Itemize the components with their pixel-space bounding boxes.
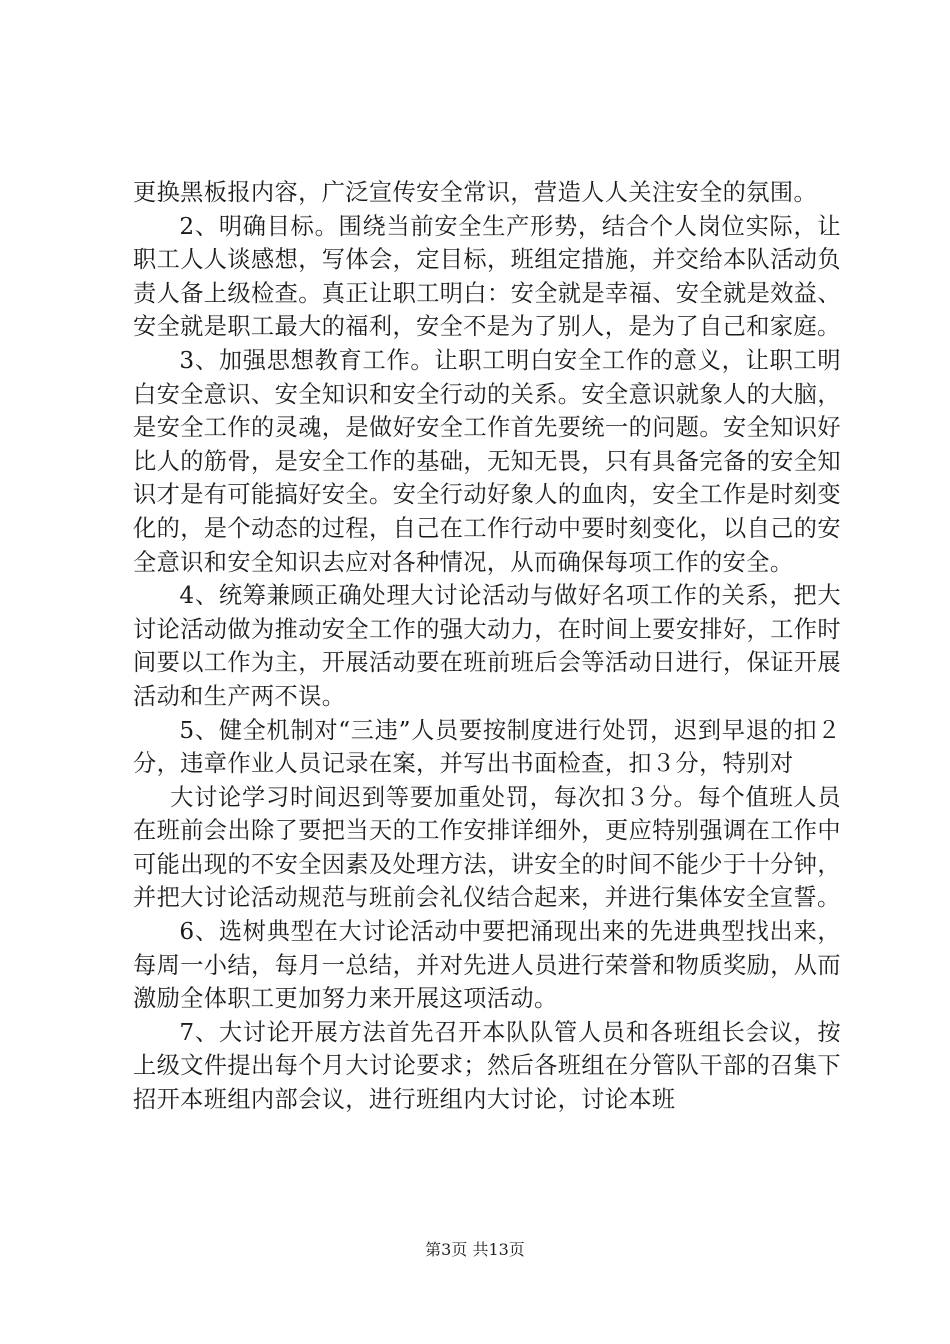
body-text xyxy=(133,176,841,1117)
paragraph-item-7: 7、大讨论开展方法首先召开本队队管人员和各班组长会议，按上级文件提出每个月大讨论要求；然后各班组在分管队干部的召集下招开本班组内部会议，进行班组内大讨论，讨论本班 xyxy=(133,1018,841,1114)
paragraph-continuation: 更换黑板报内容，广泛宣传安全常识，营造人人关注安全的氛围。 xyxy=(133,179,818,206)
paragraph-item-2: 2、明确目标。围绕当前安全生产形势，结合个人岗位实际，让职工人人谈感想，写体会，定目标，班组定措施，并交给本队活动负责人备上级检查。真正让职工明白：安全就是幸福、安全就是效益、安全就是职工最大的福利，安全不是为了别人，是为了自己和家庭。 xyxy=(133,212,841,341)
paragraph-item-3: 3、加强思想教育工作。让职工明白安全工作的意义，让职工明白安全意识、安全知识和安全行动的关系。安全意识就象人的大脑，是安全工作的灵魂，是做好安全工作首先要统一的问题。安全知识好比人的筋骨，是安全工作的基础，无知无畏，只有具备完备的安全知识才是有可能搞好安全。安全行动好象人的血肉，安全工作是时刻变化的，是个动态的过程，自己在工作行动中要时刻变化，以自己的安全意识和安全知识去应对各种情况，从而确保每项工作的安全。 xyxy=(133,346,841,576)
paragraph-item-5-continued: 大讨论学习时间迟到等要加重处罚，每次扣３分。每个值班人员在班前会出除了要把当天的工作安排详细外，更应特别强调在工作中可能出现的不安全因素及处理方法，讲安全的时间不能少于十分钟，并把大讨论活动规范与班前会礼仪结合起来，并进行集体安全宣誓。 xyxy=(133,783,841,912)
paragraph-item-4: 4、统筹兼顾正确处理大讨论活动与做好名项工作的关系，把大讨论活动做为推动安全工作的强大动力，在时间上要安排好，工作时间要以工作为主，开展活动要在班前班后会等活动日进行，保证开展活动和生产两不误。 xyxy=(133,582,841,710)
paragraph-item-5: 5、健全机制对“三违”人员要按制度进行处罚，迟到早退的扣２分，违章作业人员记录在案，并写出书面检查，扣３分，特别对 xyxy=(133,716,841,778)
paragraph-item-6: 6、选树典型在大讨论活动中要把涌现出来的先进典型找出来，每周一小结，每月一总结，并对先进人员进行荣誉和物质奖励，从而激励全体职工更加努力来开展这项活动。 xyxy=(133,918,841,1013)
page-number-footer: 第3页 共13页 xyxy=(425,1240,525,1259)
